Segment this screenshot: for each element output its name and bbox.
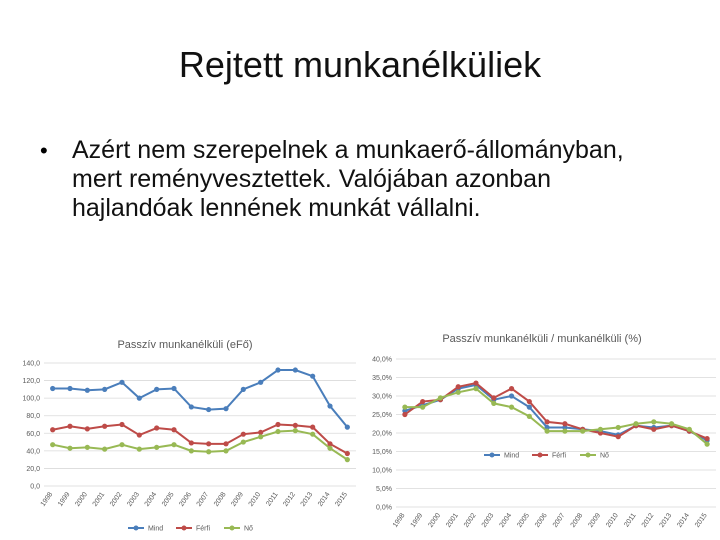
right-xtick-label: 2003 [480,512,496,529]
right-ytick-label: 40,0% [372,356,392,364]
right-point-Nő [420,405,425,410]
left-point-Férfi [85,426,90,431]
right-xtick-label: 2004 [498,512,514,529]
left-ytick-label: 100,0 [22,395,40,403]
left-ytick-label: 140,0 [22,360,40,368]
left-ytick-label: 0,0 [30,483,40,491]
right-point-Nő [527,414,532,419]
right-xtick-label: 2010 [605,512,620,529]
right-xtick-label: 2013 [658,512,674,529]
right-ytick-label: 10,0% [372,467,392,475]
left-point-Férfi [119,422,124,427]
right-point-Férfi [473,380,478,385]
left-point-Férfi [102,424,107,429]
right-legend-marker-Nő [586,453,591,458]
left-point-Nő [189,448,194,453]
left-ytick-label: 20,0 [26,465,40,473]
left-point-Mind [137,396,142,401]
left-ytick-label: 40,0 [26,448,40,456]
left-point-Nő [85,445,90,450]
left-xtick-label: 2014 [316,491,332,508]
left-xtick-label: 2009 [230,491,245,508]
left-xtick-label: 1999 [56,491,72,508]
right-xtick-label: 2008 [569,512,585,529]
left-point-Férfi [171,427,176,432]
left-point-Mind [50,386,55,391]
right-ytick-label: 20,0% [372,430,392,438]
left-point-Férfi [137,432,142,437]
chart-right-svg [360,320,720,540]
right-point-Nő [456,390,461,395]
right-xtick-label: 2000 [427,512,443,529]
right-point-Nő [616,425,621,430]
left-xtick-label: 2000 [74,491,89,508]
right-point-Férfi [616,434,621,439]
left-legend-marker-Nő [230,526,235,531]
left-point-Nő [50,442,55,447]
right-point-Nő [562,429,567,434]
left-xtick-label: 2003 [126,491,141,508]
right-point-Nő [669,421,674,426]
bullet-text: Azért nem szerepelnek a munkaerő-állományban, mert reményvesztettek. Valójában azonban hajlandóak lennének munkát vállalni. [72,136,624,222]
right-xtick-label: 2005 [516,512,531,529]
left-point-Mind [241,387,246,392]
left-point-Férfi [206,441,211,446]
right-point-Nő [687,427,692,432]
left-xtick-label: 2002 [108,491,124,508]
left-point-Férfi [275,422,280,427]
right-point-Nő [545,429,550,434]
right-legend-label: Mind [504,452,520,460]
left-legend-label: Mind [148,525,164,533]
right-point-Férfi [527,399,532,404]
left-point-Mind [189,404,194,409]
left-point-Nő [275,429,280,434]
right-xtick-label: 1999 [409,512,425,529]
right-xtick-label: 2011 [623,512,638,529]
right-point-Férfi [456,384,461,389]
right-ytick-label: 5,0% [376,486,392,493]
left-point-Mind [102,387,107,392]
left-point-Nő [119,442,124,447]
right-point-Férfi [651,427,656,432]
right-point-Férfi [562,421,567,426]
left-point-Mind [85,388,90,393]
left-point-Mind [67,386,72,391]
left-xtick-label: 2011 [265,491,280,508]
right-xtick-label: 2006 [534,512,549,529]
bullet-dot-icon: • [40,138,48,163]
left-point-Férfi [67,424,72,429]
left-point-Nő [223,448,228,453]
right-legend-label: Férfi [552,452,566,460]
left-ytick-label: 80,0 [26,413,40,421]
left-xtick-label: 2012 [282,491,297,508]
right-point-Férfi [509,386,514,391]
right-legend-marker-Mind [490,453,495,458]
left-title: Passzív munkanélküli (eFő) [117,339,253,351]
left-point-Férfi [189,440,194,445]
right-point-Nő [438,395,443,400]
left-legend-marker-Férfi [182,526,187,531]
right-ytick-label: 35,0% [372,375,392,382]
right-point-Nő [491,401,496,406]
left-point-Férfi [293,423,298,428]
right-xtick-label: 2012 [640,512,656,529]
slide-title: Rejtett munkanélküliek [178,44,542,85]
left-point-Mind [171,386,176,391]
left-point-Mind [154,387,159,392]
left-point-Férfi [50,427,55,432]
right-point-Nő [473,386,478,391]
right-point-Nő [705,442,710,447]
right-xtick-label: 2009 [587,512,603,529]
left-point-Férfi [223,441,228,446]
left-point-Nő [258,434,263,439]
left-point-Nő [171,442,176,447]
right-title: Passzív munkanélküli / munkanélküli (%) [442,333,642,345]
left-xtick-label: 2010 [247,491,263,508]
left-xtick-label: 2004 [143,491,159,508]
chart-left-svg [0,320,360,540]
left-xtick-label: 2006 [178,491,193,508]
left-point-Nő [137,447,142,452]
left-xtick-label: 2001 [91,491,107,508]
left-xtick-label: 2007 [195,491,211,508]
right-point-Férfi [420,399,425,404]
right-ytick-label: 15,0% [372,449,392,456]
right-ytick-label: 25,0% [372,412,392,419]
left-ytick-label: 60,0 [26,430,40,438]
right-legend-label: Nő [600,452,609,460]
right-series-line-Nő [405,389,707,445]
left-point-Férfi [345,451,350,456]
left-point-Nő [67,446,72,451]
right-xtick-label: 2001 [445,512,460,529]
left-point-Mind [258,380,263,385]
right-point-Férfi [545,419,550,424]
right-point-Nő [598,427,603,432]
left-point-Nő [345,457,350,462]
left-point-Mind [206,407,211,412]
left-xtick-label: 2008 [212,491,228,508]
left-point-Nő [293,428,298,433]
right-ytick-label: 30,0% [372,393,392,401]
left-point-Mind [310,374,315,379]
right-point-Nő [651,419,656,424]
left-point-Nő [154,445,159,450]
left-point-Nő [102,447,107,452]
left-xtick-label: 2005 [160,491,176,508]
left-point-Nő [327,446,332,451]
left-point-Férfi [241,432,246,437]
left-xtick-label: 2015 [334,491,349,508]
right-xtick-label: 2014 [676,512,691,529]
right-ytick-label: 0,0% [376,504,392,512]
right-xtick-label: 2002 [462,512,478,529]
chart-left [0,320,360,540]
right-point-Férfi [491,395,496,400]
left-legend-label: Nő [244,525,253,533]
left-point-Nő [241,439,246,444]
left-xtick-label: 2013 [299,491,315,508]
left-point-Mind [345,425,350,430]
right-point-Nő [633,421,638,426]
left-point-Férfi [154,425,159,430]
left-point-Mind [293,367,298,372]
right-legend-marker-Férfi [538,453,543,458]
right-point-Férfi [402,412,407,417]
left-series-line-Mind [53,370,348,427]
left-ytick-label: 120,0 [22,378,40,386]
right-point-Mind [509,393,514,398]
right-point-Nő [509,405,514,410]
right-xtick-label: 1998 [391,512,407,529]
left-legend-label: Férfi [196,525,210,533]
right-point-Nő [580,429,585,434]
right-point-Férfi [705,436,710,441]
left-point-Mind [327,403,332,408]
left-series-line-Nő [53,431,348,460]
left-point-Mind [223,406,228,411]
right-xtick-label: 2007 [551,512,567,529]
left-point-Nő [206,449,211,454]
left-point-Nő [310,432,315,437]
left-point-Mind [119,380,124,385]
left-point-Mind [275,367,280,372]
right-point-Nő [402,405,407,410]
right-xtick-label: 2015 [694,512,709,529]
right-point-Mind [527,405,532,410]
chart-right [360,320,720,540]
left-xtick-label: 1998 [39,491,55,508]
left-point-Férfi [310,425,315,430]
left-legend-marker-Mind [134,526,139,531]
